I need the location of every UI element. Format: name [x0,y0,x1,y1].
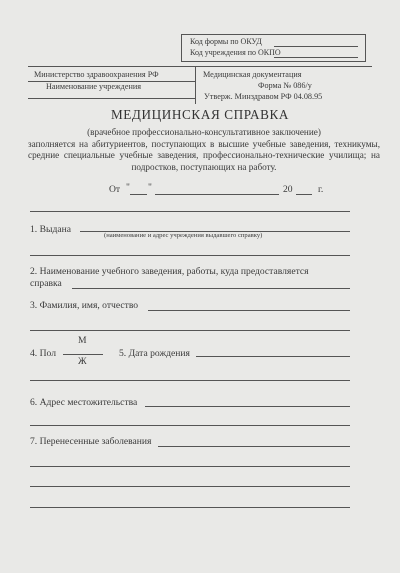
full-name-field-line-2[interactable] [30,330,350,331]
date-year-field[interactable] [296,194,312,195]
date-quote-open: " [126,182,130,193]
document-title: МЕДИЦИНСКАЯ СПРАВКА [110,107,290,122]
form-number: Форма № 086/у [258,81,312,90]
institution-label: Наименование учреждения [46,82,141,91]
okpo-code-field[interactable] [274,57,358,58]
issued-label: 1. Выдана [30,224,71,235]
full-name-label: 3. Фамилия, имя, отчество [30,300,139,311]
sex-label: 4. Пол [30,348,56,359]
ministry-name: Министерство здравоохранения РФ [34,70,159,79]
address-field[interactable] [145,406,350,407]
sex-option-male[interactable]: М [78,335,87,346]
institution-field[interactable] [28,98,195,99]
diseases-field-line-4[interactable] [30,507,350,508]
diseases-field-line-3[interactable] [30,486,350,487]
doc-type: Медицинская документация [203,70,302,79]
diseases-label: 7. Перенесенные заболевания [30,436,152,447]
address-field-line-2[interactable] [30,425,350,426]
document-description [28,127,380,173]
destination-label-cont: справка [30,278,62,289]
blank-line-2[interactable] [30,380,350,381]
date-from-label: От [109,184,121,195]
header-divider [195,66,196,104]
date-day-field[interactable] [130,194,147,195]
date-year-prefix: 20 [283,184,293,195]
form-codes-box [181,34,366,62]
full-name-field[interactable] [148,310,350,311]
destination-field[interactable] [72,288,350,289]
okud-code-field[interactable] [274,46,358,47]
issued-field-line-2[interactable] [30,255,350,256]
address-label: 6. Адрес местожительства [30,397,138,408]
date-quote-close: " [148,182,152,193]
okpo-code-label: Код учреждения по ОКПО [190,48,281,57]
blank-line-1[interactable] [30,211,350,212]
document-purpose: заполняется на абитуриентов, поступающих в высшие учебные заведения, техникумы, средние специальные учебные заведения, профессионально-технические училища; на подростков, поступающих на работу. [28,138,380,172]
okud-code-label: Код формы по ОКУД [190,37,262,46]
birth-date-label: 5. Дата рождения [119,348,190,359]
diseases-field-line-2[interactable] [30,466,350,467]
document-subtitle: (врачебное профессионально-консультативное заключение) [87,127,321,137]
birth-date-field[interactable] [196,356,350,357]
issued-note: (наименование и адрес учреждения выдавшего справку) [104,232,263,239]
destination-label: 2. Наименование учебного заведения, работы, куда предоставляется [30,266,309,277]
sex-field[interactable] [63,354,103,355]
date-month-field[interactable] [155,194,279,195]
header-top-rule [28,66,372,67]
sex-option-female[interactable]: Ж [78,356,87,367]
date-year-suffix: г. [318,184,324,195]
diseases-field[interactable] [158,446,350,447]
approval-note: Утверж. Минздравом РФ 04.08.95 [204,92,323,101]
